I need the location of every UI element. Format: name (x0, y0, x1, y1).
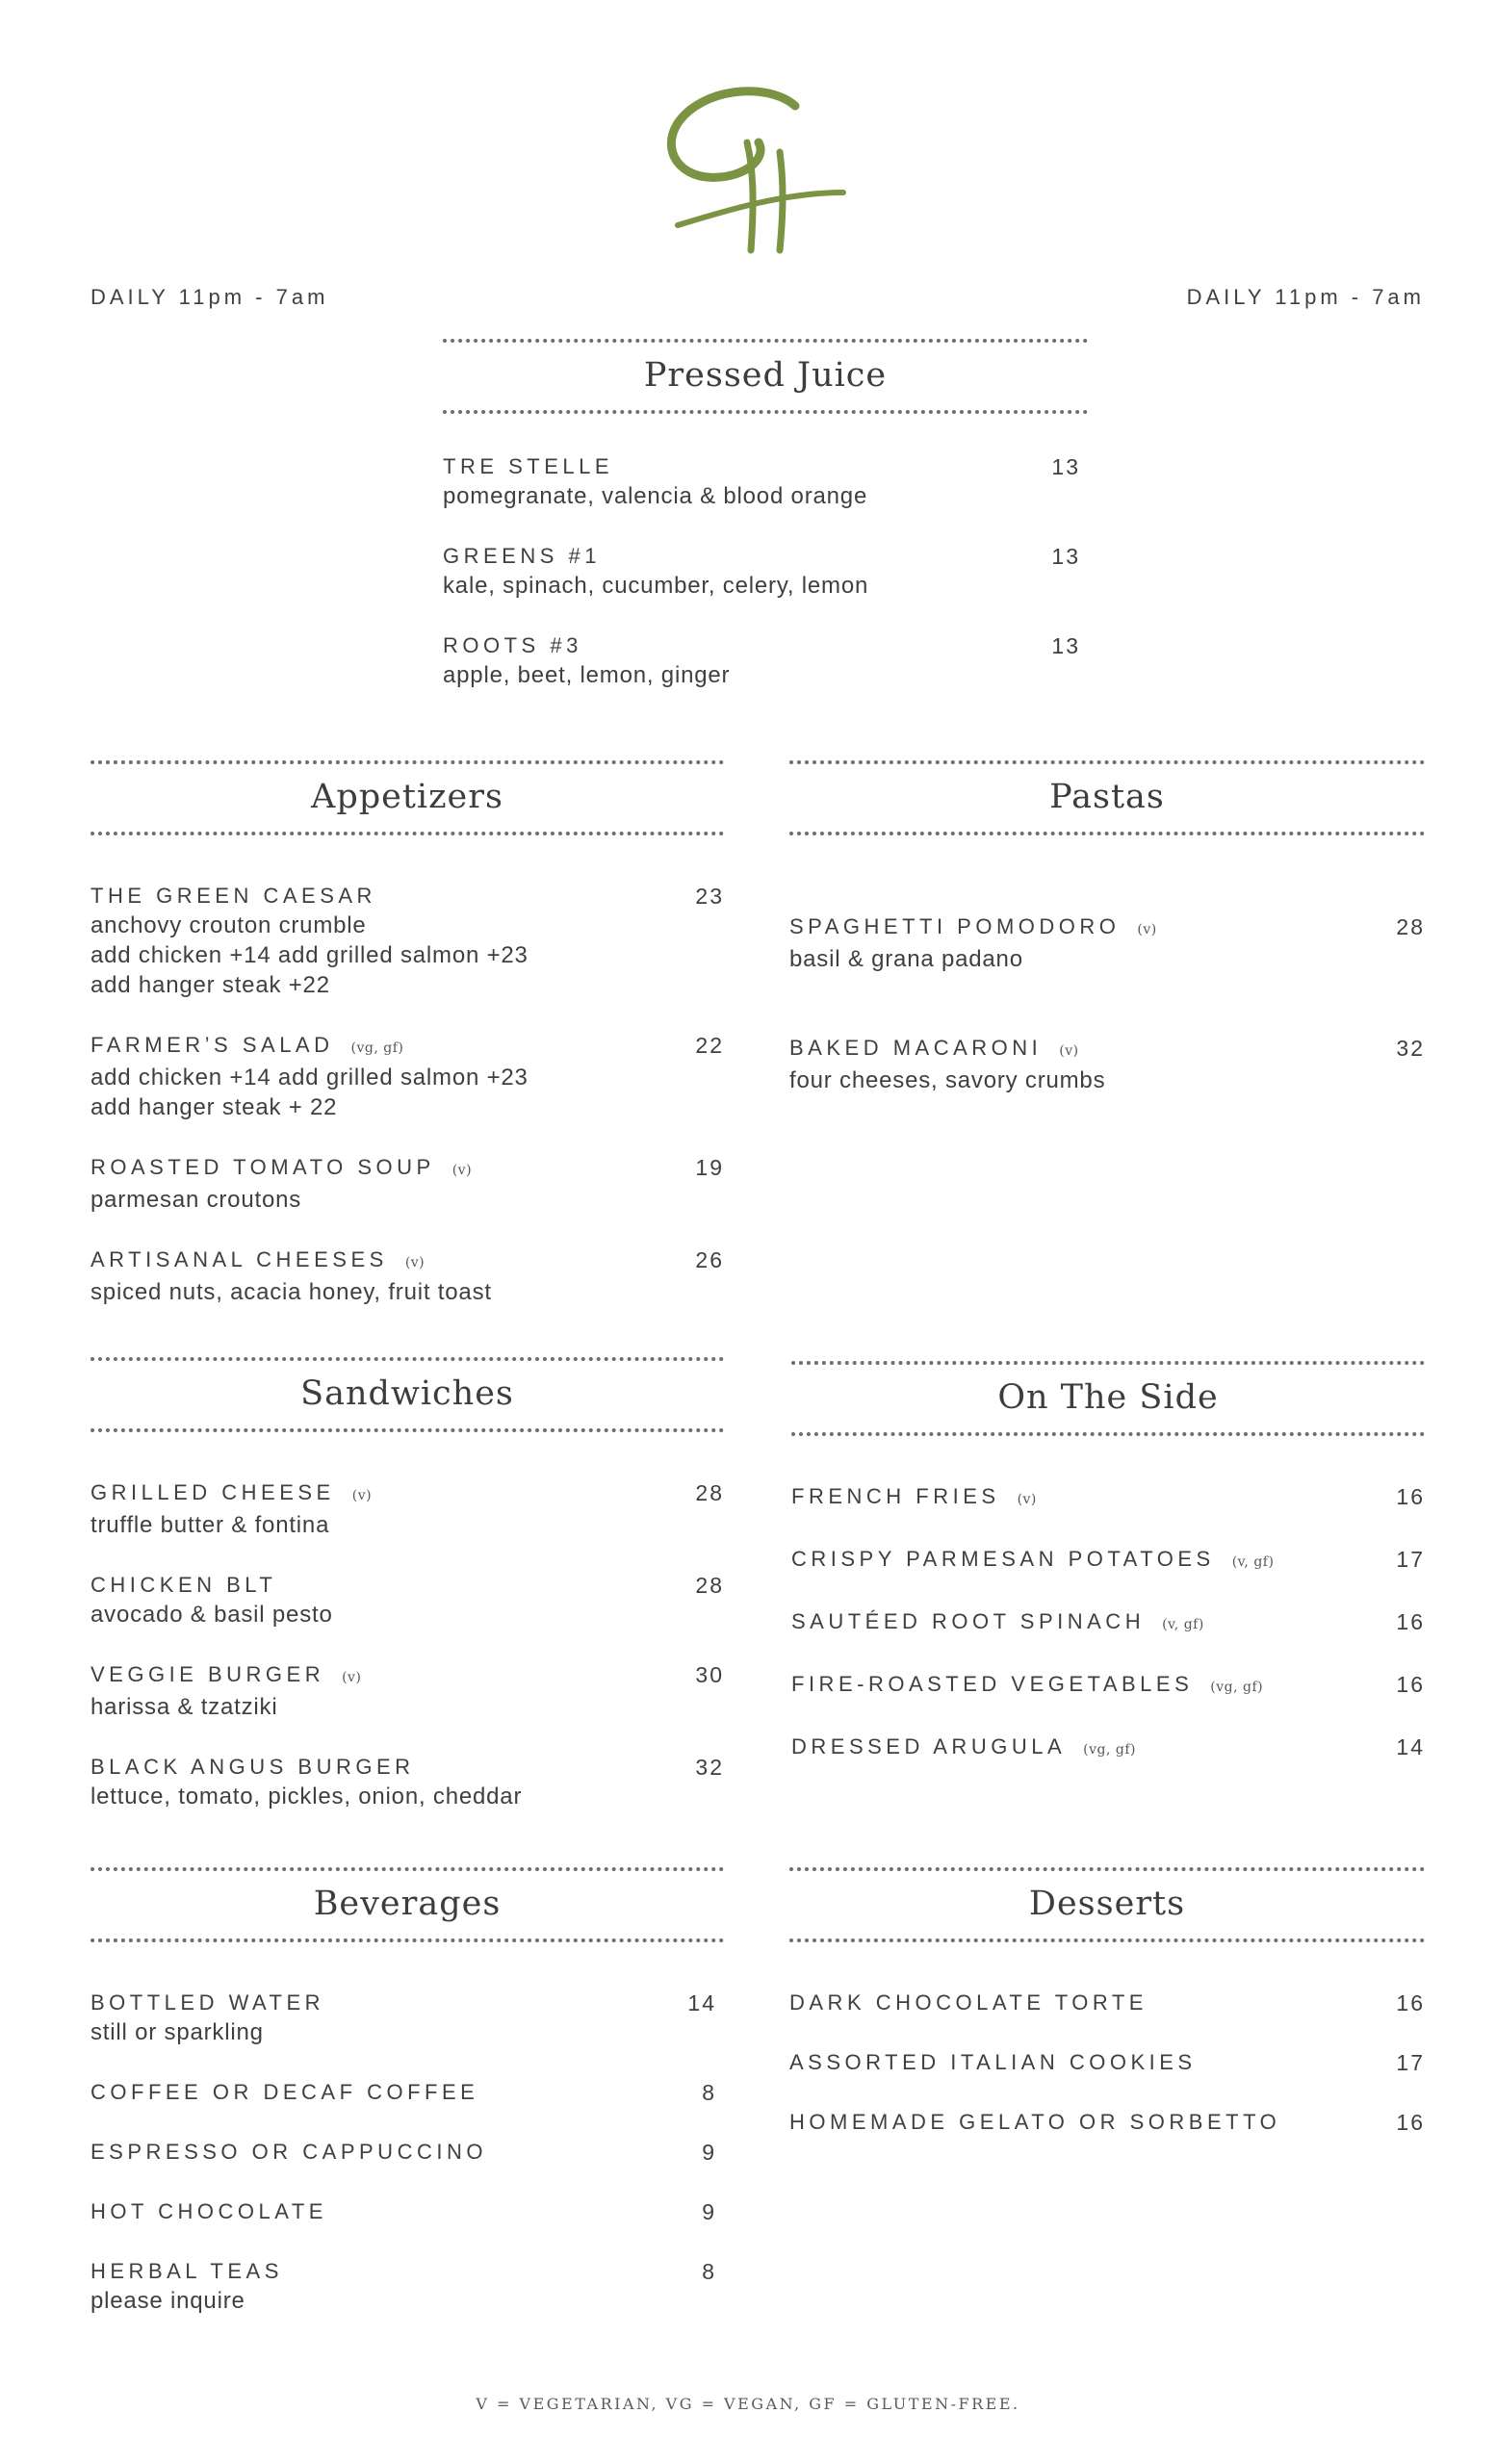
item-price: 17 (1396, 1547, 1425, 1572)
section-sandwiches (90, 1357, 724, 1811)
item-name: HOMEMADE GELATO OR SORBETTO (789, 2110, 1281, 2134)
dietary-tag: (vg, gf) (1083, 1742, 1136, 1758)
divider-top (90, 1357, 724, 1361)
item-price: 17 (1396, 2050, 1425, 2075)
item-price: 9 (702, 2199, 716, 2224)
item-price: 8 (702, 2080, 716, 2105)
item-name-text: GRILLED CHEESE (90, 1480, 335, 1504)
menu-item (443, 631, 1080, 690)
item-description: pomegranate, valencia & blood orange (443, 483, 868, 509)
menu-item (90, 2257, 716, 2316)
item-name-text: BAKED MACARONI (789, 1036, 1043, 1060)
item-price: 32 (1396, 1036, 1425, 1061)
item-price: 28 (695, 1573, 724, 1598)
menu-item (90, 1660, 724, 1722)
item-name-text: ARTISANAL CHEESES (90, 1247, 388, 1271)
menu-item (443, 542, 1080, 601)
section-title: Beverages (313, 1885, 502, 1923)
divider-top (791, 1361, 1425, 1365)
menu-item (90, 1153, 724, 1215)
item-price: 13 (1051, 454, 1080, 479)
divider-top (789, 1867, 1425, 1871)
dietary-tag: (vg, gf) (350, 1040, 404, 1056)
dietary-legend: V = VEGETARIAN, VG = VEGAN, GF = GLUTEN-FREE. (476, 2395, 1020, 2413)
item-name-text: FIRE-ROASTED VEGETABLES (791, 1672, 1194, 1696)
item-price: 30 (695, 1662, 724, 1687)
item-description: avocado & basil pesto (90, 1602, 333, 1628)
item-description: basil & grana padano (789, 946, 1023, 972)
item-name (791, 1482, 1425, 1514)
item-name: BOTTLED WATER (90, 1990, 325, 2015)
section-title: On The Side (997, 1378, 1219, 1417)
section-desserts (789, 1867, 1425, 2137)
item-price: 19 (695, 1155, 724, 1180)
dietary-tag: (v) (404, 1255, 426, 1270)
divider-bottom (789, 1938, 1425, 1942)
item-price: 16 (1396, 1672, 1425, 1697)
item-price: 16 (1396, 1990, 1425, 2015)
item-description: apple, beet, lemon, ginger (443, 662, 731, 688)
menu-item (791, 1482, 1425, 1514)
divider-bottom (789, 832, 1425, 835)
section-title: Sandwiches (300, 1374, 514, 1413)
dietary-tag: (v) (342, 1670, 362, 1685)
dietary-tag: (v) (351, 1488, 373, 1503)
menu-item (791, 1670, 1425, 1702)
hours-left: DAILY 11pm - 7am (90, 285, 329, 309)
item-price: 26 (695, 1247, 724, 1272)
item-name-text: ROASTED TOMATO SOUP (90, 1155, 435, 1179)
section-title: Pressed Juice (643, 356, 888, 395)
menu-item (789, 1989, 1425, 2017)
menu-item (789, 1034, 1425, 1095)
item-price: 14 (1396, 1734, 1425, 1759)
item-price: 28 (695, 1480, 724, 1505)
item-name (90, 1153, 724, 1185)
section-pastas (789, 760, 1425, 1095)
menu-item (791, 1607, 1425, 1639)
item-name (791, 1732, 1425, 1764)
item-price: 14 (687, 1990, 716, 2015)
divider-bottom (90, 1428, 724, 1432)
item-description: four cheeses, savory crumbs (789, 1067, 1106, 1093)
item-price: 16 (1396, 1609, 1425, 1634)
gh-monogram-logo-graphic (651, 85, 847, 258)
section-appetizers (90, 760, 724, 1307)
dietary-tag: (v, gf) (1231, 1554, 1275, 1570)
section-beverages (90, 1867, 724, 2316)
menu-item (90, 882, 724, 1000)
item-price: 13 (1051, 633, 1080, 658)
section-pressed-juice (443, 339, 1088, 690)
section-on-the-side (791, 1361, 1425, 1764)
item-name: ESPRESSO OR CAPPUCCINO (90, 2140, 487, 2164)
dietary-tag: (v) (1017, 1492, 1037, 1507)
item-name-text: CRISPY PARMESAN POTATOES (791, 1547, 1215, 1571)
hours-right: DAILY 11pm - 7am (1186, 285, 1425, 309)
item-description: please inquire (90, 2288, 245, 2314)
item-name-text: SPAGHETTI POMODORO (789, 914, 1121, 938)
item-name (791, 1607, 1425, 1639)
item-price: 9 (702, 2140, 716, 2165)
item-price: 32 (695, 1755, 724, 1780)
menu-item (90, 2197, 716, 2226)
item-name: ASSORTED ITALIAN COOKIES (789, 2050, 1197, 2074)
gh-monogram-logo (651, 85, 847, 258)
item-description: still or sparkling (90, 2019, 264, 2045)
menu-item (90, 1478, 724, 1540)
item-name: HERBAL TEAS (90, 2259, 283, 2283)
menu-item (789, 2108, 1425, 2137)
menu-item (90, 1031, 724, 1122)
menu-item (90, 1571, 724, 1630)
item-description: kale, spinach, cucumber, celery, lemon (443, 573, 869, 599)
item-description: add chicken +14 add grilled salmon +23 (90, 942, 529, 968)
item-description: add chicken +14 add grilled salmon +23 (90, 1065, 529, 1091)
item-description: lettuce, tomato, pickles, onion, cheddar (90, 1784, 523, 1810)
item-name (789, 1034, 1425, 1065)
menu-item (90, 1245, 724, 1307)
item-name: THE GREEN CAESAR (90, 884, 376, 908)
item-price: 13 (1051, 544, 1080, 569)
item-name (90, 1660, 724, 1692)
item-description: spiced nuts, acacia honey, fruit toast (90, 1279, 492, 1305)
item-name: DARK CHOCOLATE TORTE (789, 1990, 1148, 2015)
item-price: 8 (702, 2259, 716, 2284)
item-description: add hanger steak + 22 (90, 1094, 338, 1120)
menu-item (90, 1753, 724, 1811)
divider-top (90, 760, 724, 764)
item-name (90, 1478, 724, 1510)
menu-item (789, 912, 1425, 974)
item-name (791, 1670, 1425, 1702)
section-title: Desserts (1028, 1885, 1186, 1923)
divider-bottom (443, 410, 1088, 414)
item-name-text: FARMER’S SALAD (90, 1033, 334, 1057)
item-name (90, 1245, 724, 1277)
menu-item (789, 2048, 1425, 2077)
item-name: ROOTS #3 (443, 633, 582, 657)
section-title: Pastas (1049, 778, 1165, 816)
item-name-text: FRENCH FRIES (791, 1484, 1000, 1508)
section-title: Appetizers (311, 778, 503, 816)
item-price: 22 (695, 1033, 724, 1058)
item-name-text: SAUTÉED ROOT SPINACH (791, 1609, 1146, 1633)
item-price: 23 (695, 884, 724, 909)
item-name: COFFEE OR DECAF COFFEE (90, 2080, 479, 2104)
dietary-tag: (v, gf) (1162, 1617, 1204, 1632)
divider-top (443, 339, 1088, 343)
item-description: add hanger steak +22 (90, 972, 330, 998)
divider-top (789, 760, 1425, 764)
divider-top (90, 1867, 724, 1871)
dietary-tag: (v) (1137, 922, 1157, 937)
item-name (90, 1031, 724, 1063)
item-description: anchovy crouton crumble (90, 912, 367, 938)
divider-bottom (90, 1938, 724, 1942)
dietary-tag: (v) (451, 1163, 473, 1178)
divider-bottom (791, 1432, 1425, 1436)
item-name: BLACK ANGUS BURGER (90, 1755, 415, 1779)
menu-item (791, 1732, 1425, 1764)
item-description: parmesan croutons (90, 1187, 302, 1213)
item-name (791, 1545, 1425, 1577)
item-name (789, 912, 1425, 944)
item-name-text: DRESSED ARUGULA (791, 1734, 1067, 1758)
menu-item (90, 2078, 716, 2107)
item-price: 28 (1396, 914, 1425, 939)
menu-item (90, 1989, 716, 2047)
menu-item (791, 1545, 1425, 1577)
item-name: HOT CHOCOLATE (90, 2199, 327, 2223)
item-name: TRE STELLE (443, 454, 614, 478)
divider-bottom (90, 832, 724, 835)
dietary-tag: (v) (1059, 1043, 1079, 1059)
item-description: truffle butter & fontina (90, 1512, 330, 1538)
item-price: 16 (1396, 1484, 1425, 1509)
menu-item (90, 2138, 716, 2167)
item-name: CHICKEN BLT (90, 1573, 277, 1597)
item-name-text: VEGGIE BURGER (90, 1662, 325, 1686)
item-name: GREENS #1 (443, 544, 601, 568)
dietary-tag: (vg, gf) (1210, 1680, 1264, 1695)
item-price: 16 (1396, 2110, 1425, 2135)
menu-item (443, 452, 1080, 511)
item-description: harissa & tzatziki (90, 1694, 278, 1720)
